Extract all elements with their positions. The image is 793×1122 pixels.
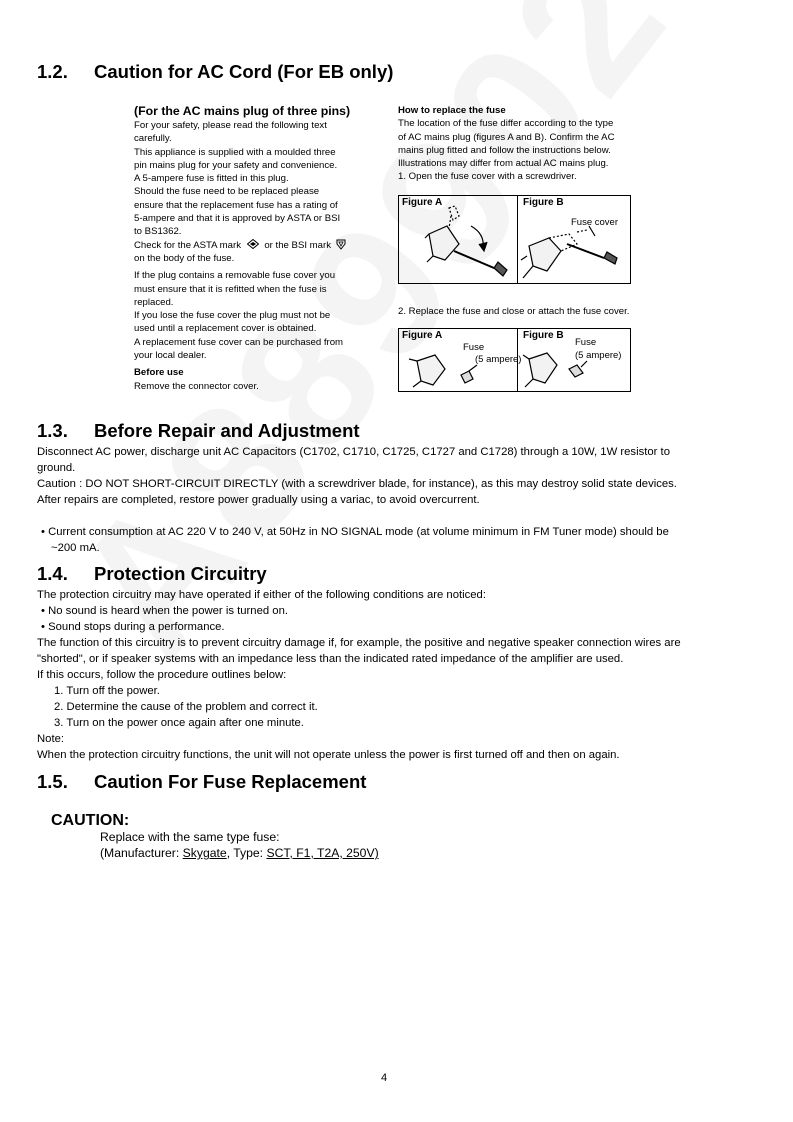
replace-para-4: Illustrations may differ from actual AC mains plug.	[398, 158, 609, 170]
fuse-line-1: Replace with the same type fuse:	[100, 830, 280, 844]
check-asta-text: Check for the ASTA mark	[134, 239, 241, 251]
para-cover-3: replaced.	[134, 296, 174, 308]
section-1-5-number: 1.5.	[37, 771, 68, 792]
para-cover-1: If the plug contains a removable fuse cover you	[134, 270, 336, 282]
repair-line-3: Caution : DO NOT SHORT-CIRCUIT DIRECTLY (with a screwdriver blade, for instance), as this may destroy solid state devices.	[37, 478, 677, 490]
on-body-of-fuse: on the body of the fuse.	[134, 252, 235, 264]
fuse-rating-a: (5 ampere)	[475, 354, 522, 365]
fuse-replace-illustration	[399, 329, 630, 391]
fuse-rating-b: (5 ampere)	[575, 350, 622, 361]
para-plug-1: This appliance is supplied with a moulded three	[134, 146, 336, 158]
replace-para-3: mains plug fitted and follow the instructions below.	[398, 144, 611, 156]
para-safety-2: carefully.	[134, 133, 172, 145]
section-1-3-body	[37, 444, 737, 556]
step-1: 1. Open the fuse cover with a screwdriver.	[398, 171, 577, 183]
figure-a-label: Figure A	[402, 197, 443, 208]
manufacturer-name: Skygate	[182, 846, 227, 860]
before-use-text: Remove the connector cover.	[134, 380, 259, 392]
para-cover-7: your local dealer.	[134, 350, 207, 362]
para-cover-5: used until a replacement cover is obtained.	[134, 323, 317, 335]
protection-intro: The protection circuitry may have operated if either of the following conditions are noticed:	[37, 589, 486, 601]
repair-line-1: Disconnect AC power, discharge unit AC Capacitors (C1702, C1710, C1725, C1727 and C1728) through a 10W, 1W resistor to	[37, 446, 670, 458]
procedure-step-3: 3. Turn on the power once again after one minute.	[54, 717, 304, 729]
para-plug-3: A 5-ampere fuse is fitted in this plug.	[134, 173, 289, 185]
procedure-step-2: 2. Determine the cause of the problem and correct it.	[54, 701, 318, 713]
note-text: When the protection circuitry functions, the unit will not operate unless the power is first turned off and then on again.	[37, 749, 620, 761]
before-use-heading: Before use	[134, 367, 184, 379]
para-cover-2: must ensure that it is refitted when the fuse is	[134, 283, 327, 295]
figure-b-label-2: Figure B	[523, 330, 564, 341]
protection-bullet-1: • No sound is heard when the power is turned on.	[41, 605, 288, 617]
section-1-3-title: Before Repair and Adjustment	[94, 420, 360, 441]
page-number: 4	[380, 1072, 388, 1084]
fuse-cover-label: Fuse cover	[571, 217, 618, 228]
repair-line-4: After repairs are completed, restore power gradually using a variac, to avoid overcurrent.	[37, 494, 480, 506]
caution-label: CAUTION:	[51, 812, 130, 829]
figure-a-label-2: Figure A	[402, 330, 443, 341]
fuse-type: SCT, F1, T2A, 250V)	[266, 846, 379, 860]
how-to-replace-heading: How to replace the fuse	[398, 105, 506, 116]
protection-bullet-2: • Sound stops during a performance.	[41, 621, 225, 633]
note-label: Note:	[37, 733, 65, 745]
three-pin-heading: (For the AC mains plug of three pins)	[134, 104, 351, 118]
fuse-line-2-prefix: (Manufacturer:	[100, 846, 183, 860]
para-plug-6: 5-ampere and that it is approved by ASTA or BSI	[134, 213, 341, 225]
section-1-4-title: Protection Circuitry	[94, 563, 267, 584]
step-2-line	[398, 305, 648, 318]
section-1-4-body	[37, 587, 737, 763]
section-1-4-number: 1.4.	[37, 563, 68, 584]
replace-para-1: The location of the fuse differ according to the type	[398, 118, 614, 130]
para-plug-4: Should the fuse need to be replaced please	[134, 186, 320, 198]
fuse-label-b: Fuse	[575, 337, 597, 348]
para-cover-4: If you lose the fuse cover the plug must not be	[134, 310, 331, 322]
repair-line-2: ground.	[37, 462, 76, 474]
fuse-line-2	[100, 845, 379, 861]
section-1-3-number: 1.3.	[37, 420, 68, 441]
protection-function-1: The function of this circuitry is to prevent circuitry damage if, for example, the positive and negative speaker connection wires are	[37, 637, 681, 649]
section-1-5-title: Caution For Fuse Replacement	[94, 771, 367, 792]
check-mark-line	[134, 239, 384, 252]
fuse-label-a: Fuse	[463, 342, 485, 353]
plug-screwdriver-illustration	[399, 196, 630, 283]
bsi-kitemark-icon	[336, 239, 346, 250]
figure-box-open-cover	[398, 195, 631, 284]
section-1-2-title: Caution for AC Cord (For EB only)	[94, 61, 394, 82]
step-2: 2. Replace the fuse and close or attach the fuse cover.	[398, 306, 630, 317]
para-plug-7: to BS1362.	[134, 226, 182, 238]
procedure-intro: If this occurs, follow the procedure outlines below:	[37, 669, 287, 681]
para-plug-5: ensure that the replacement fuse has a rating of	[134, 199, 338, 211]
procedure-step-1: 1. Turn off the power.	[54, 685, 160, 697]
replace-para-2: of AC mains plug (figures A and B). Confirm the AC	[398, 131, 615, 143]
current-consumption-bullet: • Current consumption at AC 220 V to 240 V, at 50Hz in NO SIGNAL mode (at volume minimum in FM Tuner mode) should be	[41, 526, 669, 538]
section-1-2-number: 1.2.	[37, 61, 68, 82]
asta-mark-icon	[247, 239, 259, 249]
para-plug-2: pin mains plug for your safety and convenience.	[134, 159, 338, 171]
protection-function-2: "shorted", or if speaker systems with an impedance less than the indicated rated impedance of the amplifier are used.	[37, 653, 624, 665]
fuse-line-2-mid: , Type:	[226, 846, 267, 860]
check-bsi-text: or the BSI mark	[264, 239, 331, 251]
ac-plug-left-column	[134, 104, 384, 393]
figure-box-replace-fuse	[398, 328, 631, 392]
figure-b-label: Figure B	[523, 197, 564, 208]
how-to-replace-column	[398, 104, 643, 184]
current-consumption-value: ~200 mA.	[51, 542, 100, 554]
para-safety-1: For your safety, please read the following text	[134, 120, 327, 131]
para-cover-6: A replacement fuse cover can be purchased from	[134, 336, 344, 348]
fuse-replacement-text	[100, 829, 379, 861]
